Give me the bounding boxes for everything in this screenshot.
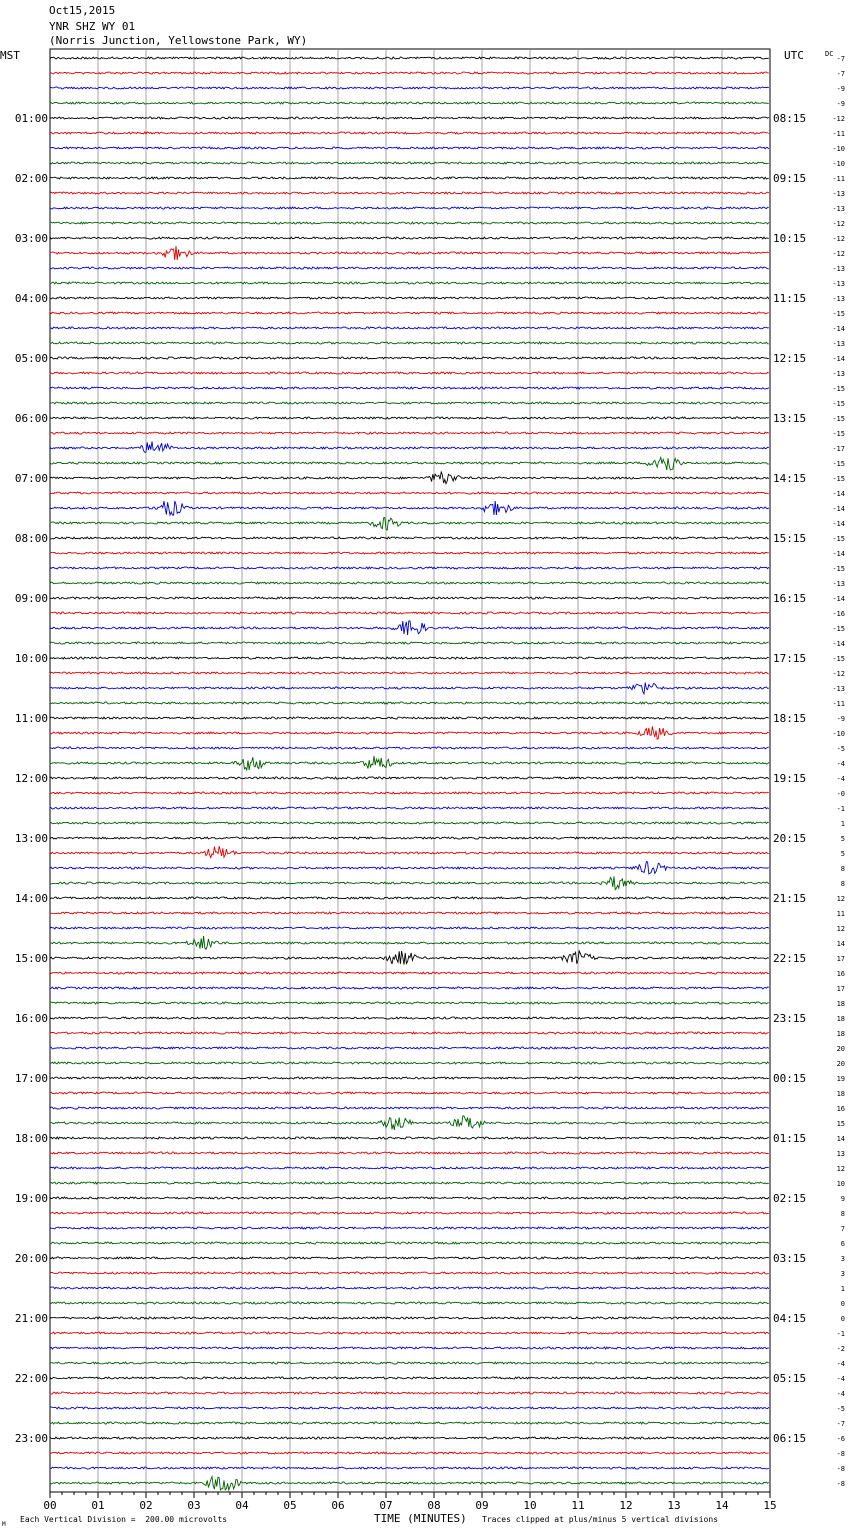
scale-note: Each Vertical Division = 200.00 microvolts	[20, 1515, 228, 1524]
seismic-trace	[50, 237, 769, 239]
dc-offset-label: -15	[832, 430, 845, 438]
utc-hour-label: 21:15	[773, 892, 807, 905]
mst-hour-label: 10:00	[14, 652, 48, 665]
dc-offset-label: -9	[836, 85, 845, 93]
x-tick-label: 03	[187, 1499, 201, 1512]
mst-hour-label: 06:00	[14, 412, 48, 425]
seismic-trace	[50, 1152, 769, 1154]
x-tick-label: 11	[571, 1499, 585, 1512]
dc-offset-label: 9	[840, 1195, 845, 1203]
seismic-trace	[50, 1227, 769, 1229]
dc-offset-label: -13	[832, 685, 845, 693]
x-tick-label: 13	[667, 1499, 681, 1512]
mst-hour-label: 07:00	[14, 472, 48, 485]
seismic-trace	[50, 927, 769, 929]
utc-hour-label: 23:15	[773, 1012, 807, 1025]
seismic-trace	[50, 897, 769, 899]
seismic-trace	[50, 282, 769, 284]
mst-hour-label: 13:00	[14, 832, 48, 845]
clip-note: Traces clipped at plus/minus 5 vertical divisions	[482, 1515, 719, 1524]
utc-hour-label: 13:15	[773, 412, 807, 425]
seismic-trace	[50, 246, 769, 260]
dc-offset-label: -15	[832, 415, 845, 423]
dc-offset-label: 8	[840, 865, 845, 873]
seismic-trace	[50, 177, 769, 179]
utc-hour-label: 04:15	[773, 1312, 807, 1325]
dc-offset-label: -15	[832, 460, 845, 468]
dc-offset-label: 7	[840, 1225, 845, 1233]
seismic-trace	[50, 1317, 769, 1319]
seismic-trace	[50, 837, 769, 839]
seismic-trace	[50, 162, 769, 164]
seismic-trace	[50, 1197, 769, 1199]
dc-offset-label: 3	[840, 1255, 845, 1263]
seismic-trace	[50, 1347, 769, 1349]
dc-offset-label: -9	[836, 100, 845, 108]
mst-hour-label: 22:00	[14, 1372, 48, 1385]
dc-offset-label: -14	[832, 550, 845, 558]
dc-offset-label: -13	[832, 280, 845, 288]
utc-hour-label: 17:15	[773, 652, 807, 665]
x-tick-label: 07	[379, 1499, 393, 1512]
dc-offset-label: -12	[832, 115, 845, 123]
seismic-trace	[50, 312, 769, 314]
seismic-trace	[50, 457, 769, 470]
dc-offset-label: -4	[836, 775, 845, 783]
x-tick-label: 15	[763, 1499, 777, 1512]
mst-hour-label: 02:00	[14, 172, 48, 185]
dc-offset-label: -4	[836, 1375, 845, 1383]
corner-mark: M	[2, 1521, 6, 1528]
utc-hour-label: 03:15	[773, 1252, 807, 1265]
utc-hour-label: 12:15	[773, 352, 807, 365]
seismic-trace	[50, 1107, 769, 1109]
seismic-trace	[50, 57, 769, 59]
dc-offset-label: 18	[836, 1000, 845, 1008]
dc-offset-label: -13	[832, 580, 845, 588]
dc-offset-label: 5	[840, 835, 845, 843]
dc-offset-label: 8	[840, 880, 845, 888]
seismic-trace	[50, 472, 769, 484]
seismic-trace	[50, 567, 769, 569]
x-axis-title: TIME (MINUTES)	[374, 1512, 467, 1525]
x-tick-label: 00	[43, 1499, 57, 1512]
utc-hour-label: 08:15	[773, 112, 807, 125]
dc-offset-label: -12	[832, 220, 845, 228]
dc-offset-label: -15	[832, 400, 845, 408]
seismic-trace	[50, 1452, 769, 1454]
dc-offset-label: 5	[840, 850, 845, 858]
utc-hour-label: 02:15	[773, 1192, 807, 1205]
x-tick-label: 04	[235, 1499, 249, 1512]
seismic-trace	[50, 756, 769, 770]
dc-offset-label: -14	[832, 505, 845, 513]
mst-hour-label: 12:00	[14, 772, 48, 785]
x-tick-label: 09	[475, 1499, 489, 1512]
seismic-trace	[50, 1272, 769, 1274]
x-tick-label: 01	[91, 1499, 105, 1512]
x-tick-label: 06	[331, 1499, 345, 1512]
seismic-trace	[50, 1257, 769, 1259]
seismic-trace	[50, 132, 769, 134]
utc-hour-label: 09:15	[773, 172, 807, 185]
mst-hour-label: 03:00	[14, 232, 48, 245]
dc-offset-label: -13	[832, 295, 845, 303]
dc-offset-label: 18	[836, 1090, 845, 1098]
dc-offset-label: -5	[836, 745, 845, 753]
utc-hour-label: 14:15	[773, 472, 807, 485]
date-label: Oct15,2015	[49, 4, 116, 17]
dc-offset-label: 16	[836, 970, 845, 978]
seismic-trace	[50, 1377, 769, 1379]
seismic-trace	[50, 972, 769, 974]
dc-offset-label: -8	[836, 1465, 845, 1473]
utc-hour-label: 05:15	[773, 1372, 807, 1385]
seismic-trace	[50, 87, 769, 89]
dc-offset-label: -16	[832, 610, 845, 618]
seismic-trace	[50, 1332, 769, 1334]
dc-offset-label: 3	[840, 1270, 845, 1278]
dc-offset-label: -2	[836, 1345, 845, 1353]
dc-offset-label: -7	[836, 1420, 845, 1428]
seismic-trace	[50, 657, 769, 659]
seismic-trace	[50, 846, 769, 857]
utc-hour-label: 19:15	[773, 772, 807, 785]
seismic-trace	[50, 726, 769, 739]
dc-offset-label: 14	[836, 1135, 845, 1143]
location-label: (Norris Junction, Yellowstone Park, WY)	[49, 34, 308, 47]
seismic-trace	[50, 672, 769, 674]
dc-offset-label: 17	[836, 955, 845, 963]
seismic-trace	[50, 372, 769, 374]
utc-hour-label: 18:15	[773, 712, 807, 725]
seismic-trace	[50, 297, 769, 299]
dc-offset-label: -15	[832, 565, 845, 573]
dc-offset-label: -7	[836, 55, 845, 63]
dc-offset-label: 0	[840, 1300, 845, 1308]
seismic-trace	[50, 1242, 769, 1244]
dc-offset-label: 15	[836, 1120, 845, 1128]
dc-offset-label: -12	[832, 235, 845, 243]
dc-offset-label: 12	[836, 895, 845, 903]
seismic-trace	[50, 267, 769, 269]
x-tick-label: 14	[715, 1499, 729, 1512]
seismic-trace	[50, 612, 769, 614]
seismic-trace	[50, 492, 769, 494]
dc-offset-label: 12	[836, 1165, 845, 1173]
dc-offset-label: 13	[836, 1150, 845, 1158]
seismic-trace	[50, 72, 769, 74]
mst-hour-label: 18:00	[14, 1132, 48, 1145]
dc-offset-label: -15	[832, 655, 845, 663]
dc-offset-label: 19	[836, 1075, 845, 1083]
seismic-trace	[50, 936, 769, 949]
mst-hour-label: 21:00	[14, 1312, 48, 1325]
dc-offset-label: -14	[832, 355, 845, 363]
dc-offset-label: -11	[832, 175, 845, 183]
seismic-trace	[50, 518, 769, 531]
dc-offset-label: 14	[836, 940, 845, 948]
seismic-trace	[50, 582, 769, 584]
dc-label: DC	[825, 50, 834, 58]
seismic-trace	[50, 1392, 769, 1394]
seismic-trace	[50, 747, 769, 749]
dc-offset-label: -13	[832, 265, 845, 273]
utc-hour-label: 15:15	[773, 532, 807, 545]
dc-offset-label: 11	[836, 910, 845, 918]
x-tick-label: 12	[619, 1499, 633, 1512]
dc-offset-label: -1	[836, 805, 845, 813]
dc-offset-label: 20	[836, 1045, 845, 1053]
dc-offset-label: -14	[832, 520, 845, 528]
seismic-trace	[50, 1092, 769, 1094]
seismic-trace	[50, 441, 769, 452]
seismic-trace	[50, 876, 769, 889]
dc-offset-label: 18	[836, 1015, 845, 1023]
seismic-trace	[50, 951, 769, 965]
dc-offset-label: -15	[832, 475, 845, 483]
seismic-trace	[50, 192, 769, 194]
seismic-trace	[50, 717, 769, 719]
utc-hour-label: 01:15	[773, 1132, 807, 1145]
seismic-trace	[50, 1302, 769, 1304]
dc-offset-label: -14	[832, 595, 845, 603]
mst-hour-label: 04:00	[14, 292, 48, 305]
seismic-trace	[50, 1362, 769, 1364]
dc-offset-label: -13	[832, 205, 845, 213]
seismic-trace	[50, 117, 769, 119]
seismic-trace	[50, 1062, 769, 1064]
mst-hour-label: 08:00	[14, 532, 48, 545]
seismic-trace	[50, 1182, 769, 1184]
mst-hour-label: 15:00	[14, 952, 48, 965]
dc-offset-label: -10	[832, 145, 845, 153]
utc-hour-label: 16:15	[773, 592, 807, 605]
utc-hour-label: 11:15	[773, 292, 807, 305]
dc-offset-label: -13	[832, 340, 845, 348]
dc-offset-label: -8	[836, 1450, 845, 1458]
dc-offset-label: 1	[840, 820, 845, 828]
seismic-trace	[50, 1467, 769, 1469]
utc-hour-label: 10:15	[773, 232, 807, 245]
dc-offset-label: -7	[836, 70, 845, 78]
seismic-trace	[50, 642, 769, 644]
seismic-trace	[50, 1287, 769, 1289]
dc-offset-label: -4	[836, 1360, 845, 1368]
dc-offset-label: -15	[832, 310, 845, 318]
dc-offset-label: -11	[832, 130, 845, 138]
dc-offset-label: 18	[836, 1030, 845, 1038]
mst-hour-label: 19:00	[14, 1192, 48, 1205]
seismic-trace	[50, 417, 769, 419]
dc-offset-label: -15	[832, 535, 845, 543]
x-tick-label: 10	[523, 1499, 537, 1512]
seismic-trace	[50, 987, 769, 989]
dc-offset-label: -1	[836, 1330, 845, 1338]
seismic-trace	[50, 1212, 769, 1214]
dc-offset-label: -17	[832, 445, 845, 453]
seismic-trace	[50, 537, 769, 539]
seismic-trace	[50, 147, 769, 149]
dc-offset-label: 0	[840, 1315, 845, 1323]
left-timezone-label: MST	[0, 49, 20, 62]
dc-offset-label: -12	[832, 670, 845, 678]
dc-offset-label: 17	[836, 985, 845, 993]
seismic-trace	[50, 597, 769, 599]
utc-hour-label: 06:15	[773, 1432, 807, 1445]
utc-hour-label: 22:15	[773, 952, 807, 965]
dc-offset-label: -14	[832, 640, 845, 648]
seismic-trace	[50, 1077, 769, 1079]
dc-offset-label: -11	[832, 700, 845, 708]
x-tick-label: 05	[283, 1499, 297, 1512]
seismic-trace	[50, 702, 769, 704]
dc-offset-label: 20	[836, 1060, 845, 1068]
seismic-trace	[50, 552, 769, 554]
dc-offset-label: -13	[832, 190, 845, 198]
utc-hour-label: 20:15	[773, 832, 807, 845]
seismic-trace	[50, 327, 769, 329]
x-tick-label: 02	[139, 1499, 153, 1512]
dc-offset-label: -14	[832, 490, 845, 498]
station-label: YNR SHZ WY 01	[49, 20, 136, 33]
mst-hour-label: 01:00	[14, 112, 48, 125]
dc-offset-label: -4	[836, 760, 845, 768]
seismic-trace	[50, 1437, 769, 1439]
seismic-trace	[50, 621, 769, 635]
mst-hour-label: 09:00	[14, 592, 48, 605]
dc-offset-label: 1	[840, 1285, 845, 1293]
seismic-trace	[50, 1002, 769, 1004]
seismic-trace	[50, 1407, 769, 1409]
dc-offset-label: 12	[836, 925, 845, 933]
mst-hour-label: 16:00	[14, 1012, 48, 1025]
seismic-trace	[50, 102, 769, 104]
x-tick-label: 08	[427, 1499, 441, 1512]
seismic-trace	[50, 357, 769, 359]
right-timezone-label: UTC	[784, 49, 804, 62]
seismic-trace	[50, 387, 769, 389]
plot-frame	[50, 49, 770, 1492]
dc-offset-label: -10	[832, 730, 845, 738]
dc-offset-label: -15	[832, 385, 845, 393]
seismic-trace	[50, 862, 769, 874]
seismic-trace	[50, 1137, 769, 1139]
seismic-trace	[50, 1477, 769, 1490]
seismic-trace	[50, 207, 769, 209]
seismic-trace	[50, 822, 769, 824]
seismic-trace	[50, 1116, 769, 1130]
dc-offset-label: -13	[832, 370, 845, 378]
seismic-trace	[50, 777, 769, 779]
seismic-trace	[50, 402, 769, 404]
mst-hour-label: 05:00	[14, 352, 48, 365]
dc-offset-label: 10	[836, 1180, 845, 1188]
seismic-trace	[50, 501, 769, 515]
dc-offset-label: -6	[836, 1435, 845, 1443]
seismic-trace	[50, 912, 769, 914]
seismic-trace	[50, 1017, 769, 1019]
mst-hour-label: 14:00	[14, 892, 48, 905]
dc-offset-label: -8	[836, 1480, 845, 1488]
utc-hour-label: 00:15	[773, 1072, 807, 1085]
dc-offset-label: 8	[840, 1210, 845, 1218]
seismic-trace	[50, 1032, 769, 1034]
seismic-trace	[50, 222, 769, 224]
seismic-trace	[50, 432, 769, 434]
mst-hour-label: 20:00	[14, 1252, 48, 1265]
dc-offset-label: 16	[836, 1105, 845, 1113]
seismic-trace	[50, 792, 769, 794]
seismic-trace	[50, 807, 769, 809]
seismic-trace	[50, 342, 769, 344]
dc-offset-label: -4	[836, 1390, 845, 1398]
mst-hour-label: 11:00	[14, 712, 48, 725]
mst-hour-label: 17:00	[14, 1072, 48, 1085]
seismic-trace	[50, 683, 769, 694]
dc-offset-label: -14	[832, 325, 845, 333]
seismic-trace	[50, 1422, 769, 1424]
mst-hour-label: 23:00	[14, 1432, 48, 1445]
seismic-trace	[50, 1167, 769, 1169]
dc-offset-label: -12	[832, 250, 845, 258]
seismic-trace	[50, 1047, 769, 1049]
dc-offset-label: -5	[836, 1405, 845, 1413]
dc-offset-label: -15	[832, 625, 845, 633]
dc-offset-label: -10	[832, 160, 845, 168]
dc-offset-label: -9	[836, 715, 845, 723]
dc-offset-label: -0	[836, 790, 845, 798]
dc-offset-label: 6	[840, 1240, 845, 1248]
